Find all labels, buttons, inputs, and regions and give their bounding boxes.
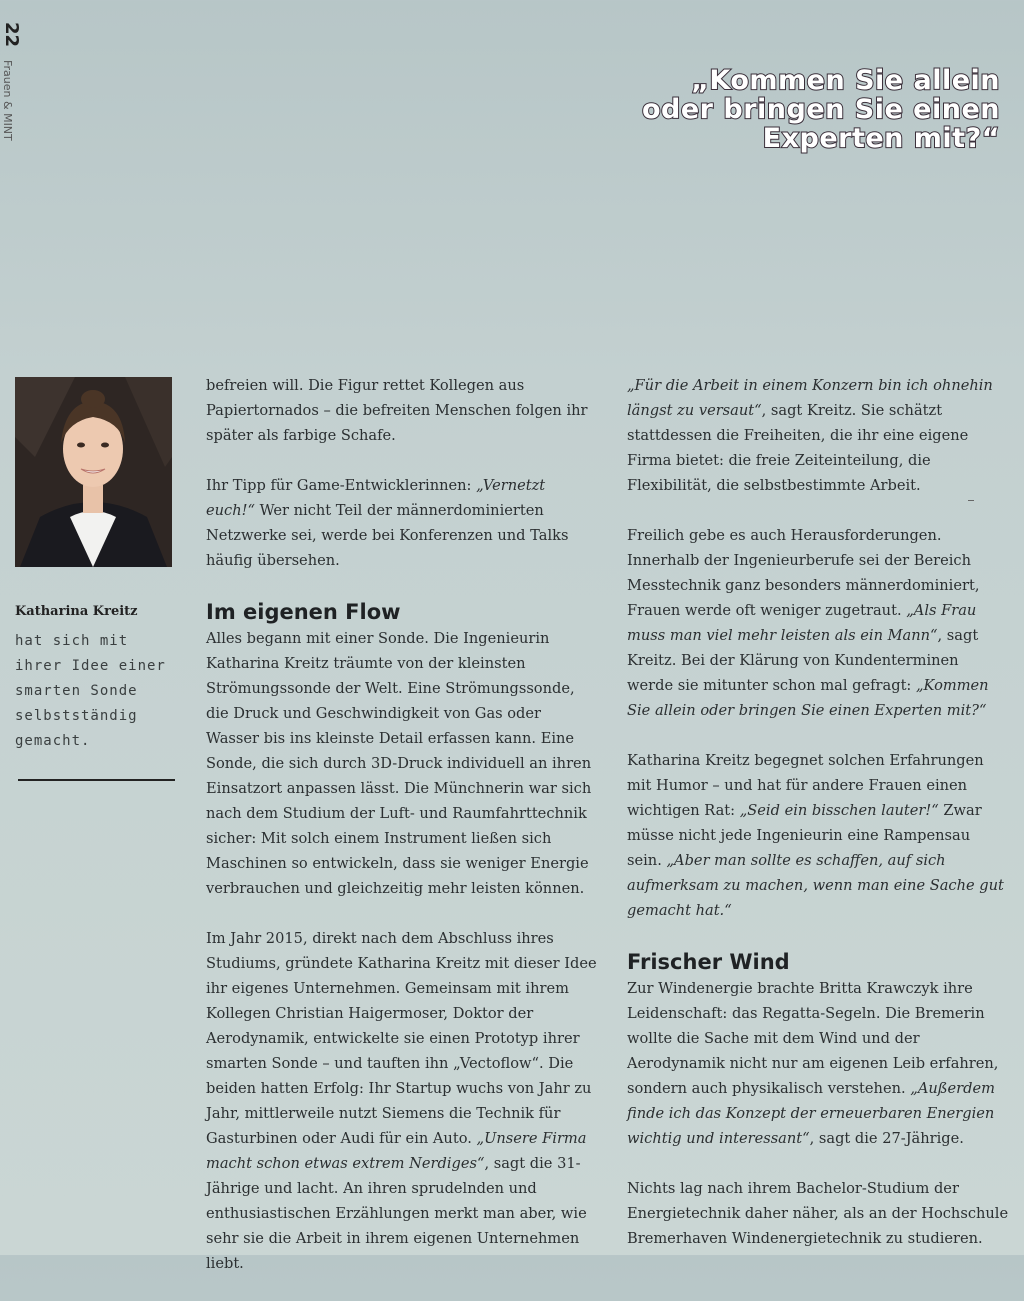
page-number: 22	[1, 22, 22, 48]
quote: „Außerdem finde ich das Konzept der erneuerbaren Energien wichtig und interessant“	[627, 1080, 995, 1147]
text: Wer nicht Teil der männerdominierten Netzwerke sei, werde bei Konferenzen und Talks häufig übersehen.	[206, 502, 569, 569]
text: , sagt Kreitz. Sie schätzt stattdessen die Freiheiten, die ihr eine eigene Firma bietet: die freie Zeiteinteilung, die Flexibilität, die selbstbestimmte Arbeit.	[627, 402, 969, 494]
quote: „Als Frau muss man viel mehr leisten als ein Mann“	[627, 602, 977, 644]
middle-column	[206, 373, 598, 1301]
text: , sagt die 31-Jährige und lacht. An ihren sprudelnden und enthusiastischen Erzählungen merkt man aber, wie sehr sie die Arbeit in ihrem eigenen Unternehmen liebt.	[206, 1155, 587, 1272]
text: Ihr Tipp für Game-Entwicklerinnen:	[206, 477, 477, 494]
pull-quote-line: Experten mit?“	[762, 123, 1000, 154]
paragraph	[627, 523, 1009, 723]
text: Zwar müsse nicht jede Ingenieurin eine Rampensau sein.	[627, 802, 982, 869]
quote: „Unsere Firma macht schon etwas extrem Nerdiges“	[206, 1130, 587, 1172]
paragraph	[206, 473, 598, 573]
pull-quote	[580, 66, 1000, 153]
caption-name: Katharina Kreitz	[15, 604, 138, 619]
quote: „Vernetzt euch!“	[206, 477, 546, 519]
caption-divider	[18, 779, 175, 781]
quote: „Aber man sollte es schaffen, auf sich aufmerksam zu machen, wenn man eine Sache gut gemacht hat.“	[627, 852, 1004, 919]
photo-caption	[15, 604, 180, 754]
running-head: Frauen & MINT	[1, 60, 14, 141]
caption-text: hat sich mit ihrer Idee einer smarten Sonde selbstständig gemacht.	[15, 633, 166, 749]
text: Freilich gebe es auch Herausforderungen. Innerhalb der Ingenieurberufe sei der Bereich Messtechnik ganz besonders männerdominiert, Frauen werde oft weniger zugetraut.	[627, 527, 980, 619]
text: , sagt Kreitz. Bei der Klärung von Kundenterminen werde sie mitunter schon mal gefragt:	[627, 627, 979, 694]
paragraph	[206, 926, 598, 1276]
right-column	[627, 373, 1009, 1276]
section-heading: Im eigenen Flow	[206, 600, 401, 624]
pull-quote-line: oder bringen Sie einen	[641, 94, 1000, 125]
text: Zur Windenergie brachte Britta Krawczyk ihre Leidenschaft: das Regatta-Segeln. Die Bremerin wollte die Sache mit dem Wind und der Aerodynamik nicht nur am eigenen Leib erfahren, sondern auch physikalisch verstehen.	[627, 980, 999, 1097]
text: Im Jahr 2015, direkt nach dem Abschluss ihres Studiums, gründete Katharina Kreitz mit dieser Idee ihr eigenes Unternehmen. Gemeinsam mit ihrem Kollegen Christian Haigermoser, Doktor der Aerodynamik, entwickelte sie einen Prototyp ihrer smarten Sonde – und tauften ihn „Vectoflow“. Die beiden hatten Erfolg: Ihr Startup wuchs von Jahr zu Jahr, mittlerweile nutzt Siemens die Technik für Gasturbinen oder Audi für ein Auto.	[206, 930, 597, 1147]
portrait-illustration	[15, 377, 172, 567]
section-heading: Frischer Wind	[627, 950, 790, 974]
pull-quote-line: „Kommen Sie allein	[691, 65, 1000, 96]
quote: „Kommen Sie allein oder bringen Sie einen Experten mit?“	[627, 677, 989, 719]
paragraph	[627, 373, 1009, 498]
margin-mark	[968, 500, 974, 501]
paragraph	[627, 748, 1009, 923]
paragraph: Nichts lag nach ihrem Bachelor-Studium der Energietechnik daher näher, als an der Hochschule Bremerhaven Windenergietechnik zu studieren.	[627, 1180, 1009, 1247]
quote: „Für die Arbeit in einem Konzern bin ich ohnehin längst zu versaut“	[627, 377, 993, 419]
paragraph	[627, 976, 1009, 1151]
quote: „Seid ein bisschen lauter!“	[739, 802, 939, 819]
text: , sagt die 27-Jährige.	[809, 1130, 964, 1147]
text: Katharina Kreitz begegnet solchen Erfahrungen mit Humor – und hat für andere Frauen einen wichtigen Rat:	[627, 752, 984, 819]
paragraph: befreien will. Die Figur rettet Kollegen aus Papiertornados – die befreiten Menschen folgen ihr später als farbige Schafe.	[206, 377, 588, 444]
paragraph: Alles begann mit einer Sonde. Die Ingenieurin Katharina Kreitz träumte von der kleinsten Strömungssonde der Welt. Eine Strömungssonde, die Druck und Geschwindigkeit von Gas oder Wasser bis ins kleinste Detail erfassen kann. Eine Sonde, die sich durch 3D-Druck individuell an ihren Einsatzort anpassen lässt. Die Münchnerin war sich nach dem Studium der Luft- und Raumfahrttechnik sicher: Mit solch einem Instrument ließen sich Maschinen so entwickeln, dass sie weniger Energie verbrauchen und gleichzeitig mehr leisten können.	[206, 630, 592, 897]
portrait-photo	[15, 377, 172, 567]
